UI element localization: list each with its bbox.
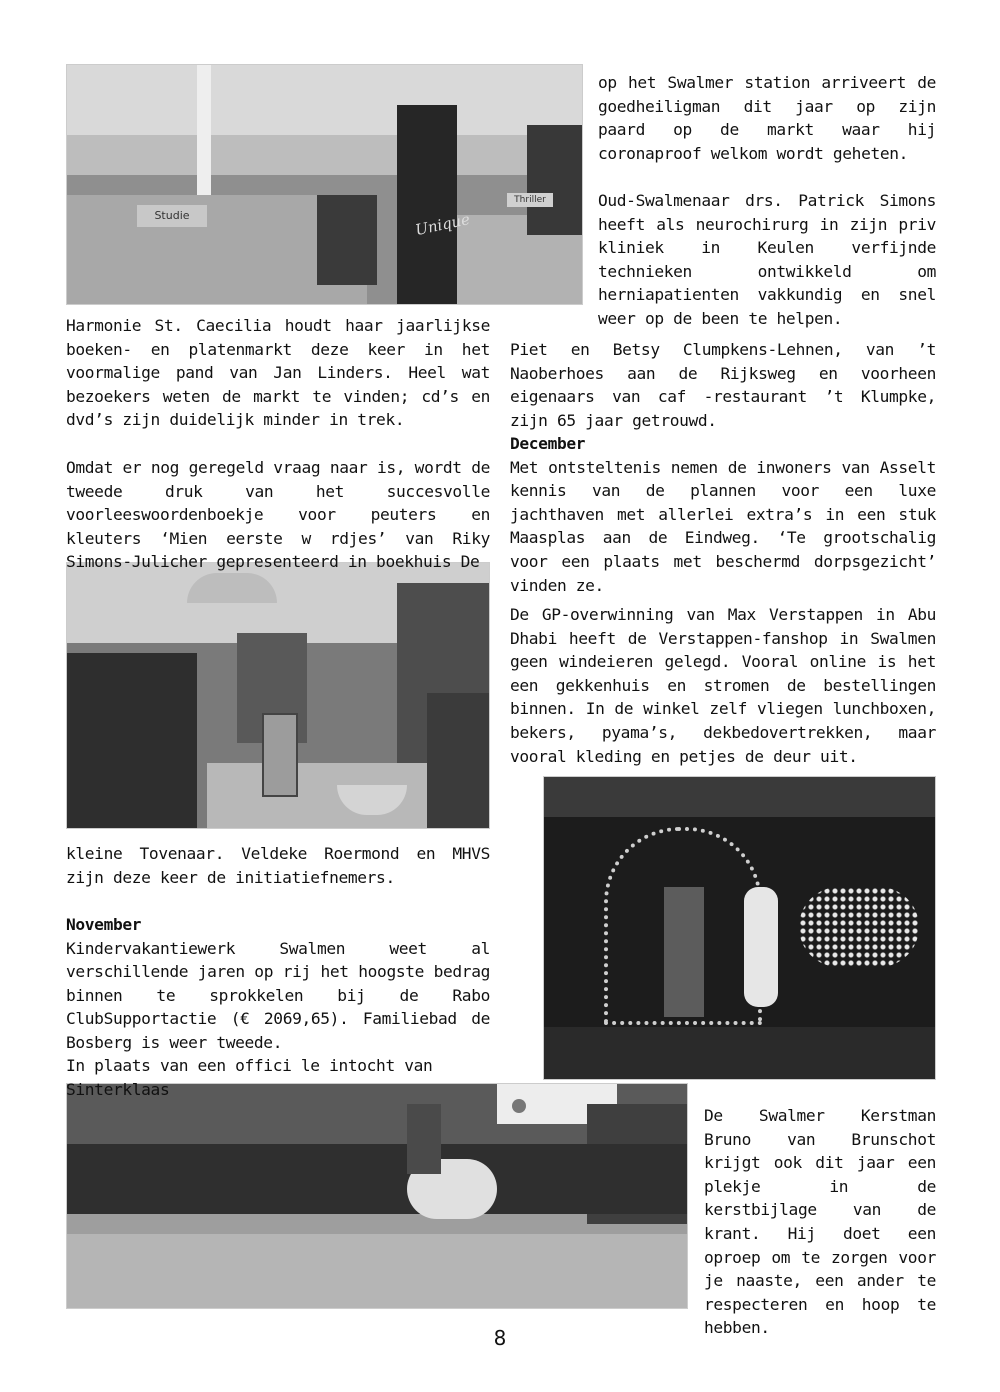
station-paragraph: op het Swalmer station arriveert de goedheiligman dit jaar op zijn paard op de markt waar hij coronaproof welkom wordt geheten. bbox=[598, 73, 936, 163]
december-section bbox=[510, 432, 936, 597]
neurochirurg-paragraph: Oud-Swalmenaar drs. Patrick Simons heeft als neurochirurg in zijn priv kliniek in Keulen verfijnde technieken ontwikkeld om herniapatienten vakkundig en snel weer op de been te helpen. bbox=[598, 191, 936, 328]
verstappen-paragraph: De GP-overwinning van Max Verstappen in Abu Dhabi heeft de Verstappen-fanshop in Swalmen geen windeieren gelegd. Vooral online is het een gekkenhuis en stromen de bestellingen binnen. In de winkel zelf vliegen lunchboxen, bekers, pyama’s, dekbedovertrekken, maar vooral kleding en petjes de deur uit. bbox=[510, 605, 936, 766]
sinterklaas-street-photo bbox=[66, 1083, 688, 1309]
tovenaar-paragraph: kleine Tovenaar. Veldeke Roermond en MHVS zijn deze keer de initiatiefnemers. bbox=[66, 844, 490, 887]
sinterklaas-paragraph: In plaats van een offici le intocht van Sinterklaas bbox=[66, 1056, 433, 1099]
thriller-label: Thriller bbox=[507, 193, 553, 207]
kindervakantiewerk-paragraph: Kindervakantiewerk Swalmen weet al verschillende jaren op rij het hoogste bedrag binnen te sprokkelen bij de Rabo ClubSupportactie (€ 2069,65). Familiebad de Bosberg is weer tweede. bbox=[66, 938, 490, 1052]
november-section bbox=[66, 913, 490, 1055]
bookstore-photo bbox=[66, 562, 490, 829]
woordenboekje-paragraph: Omdat er nog geregeld vraag naar is, wordt de tweede druk van het succesvolle voorleeswoordenboekje voor peuters en kleuters ‘Mien eerste w rdjes’ van Riky Simons-Julicher gepresenteerd in boekhuis De bbox=[66, 458, 490, 572]
unique-bag-label: Unique bbox=[413, 210, 472, 240]
jachthaven-paragraph: Met ontsteltenis nemen de inwoners van Asselt kennis van de plannen voor een luxe jachthaven met allerlei extra’s in een stuk Maasplas aan de Eindweg. ‘Te grootschalig voor een plaats met beschermd dorpsgezicht’ vinden ze. bbox=[510, 457, 936, 595]
page-number: 8 bbox=[493, 1326, 507, 1350]
kerstman-paragraph: De Swalmer Kerstman Bruno van Brunschot krijgt ook dit jaar een plekje in de kerstbijlage van de krant. Hij doet een oproep om te zorgen voor je naaste, een ander te respecteren en hoop te hebben. bbox=[704, 1106, 936, 1338]
book-market-photo bbox=[66, 64, 583, 305]
november-heading: November bbox=[66, 915, 142, 934]
book-market-paragraph: Harmonie St. Caecilia houdt haar jaarlijkse boeken- en platenmarkt deze keer in het voormalige pand van Jan Linders. Heel wat bezoekers weten de markt te vinden; cd’s en dvd’s zijn duidelijk minder in trek. bbox=[66, 316, 490, 430]
christmas-house-photo bbox=[543, 776, 936, 1080]
december-heading: December bbox=[510, 434, 586, 453]
studie-label: Studie bbox=[137, 205, 207, 227]
anniversary-paragraph: Piet en Betsy Clumpkens-Lehnen, van ’t Naoberhoes aan de Rijksweg en voorheen eigenaars van caf -restaurant ’t Klumpke, zijn 65 jaar getrouwd. bbox=[510, 340, 936, 430]
